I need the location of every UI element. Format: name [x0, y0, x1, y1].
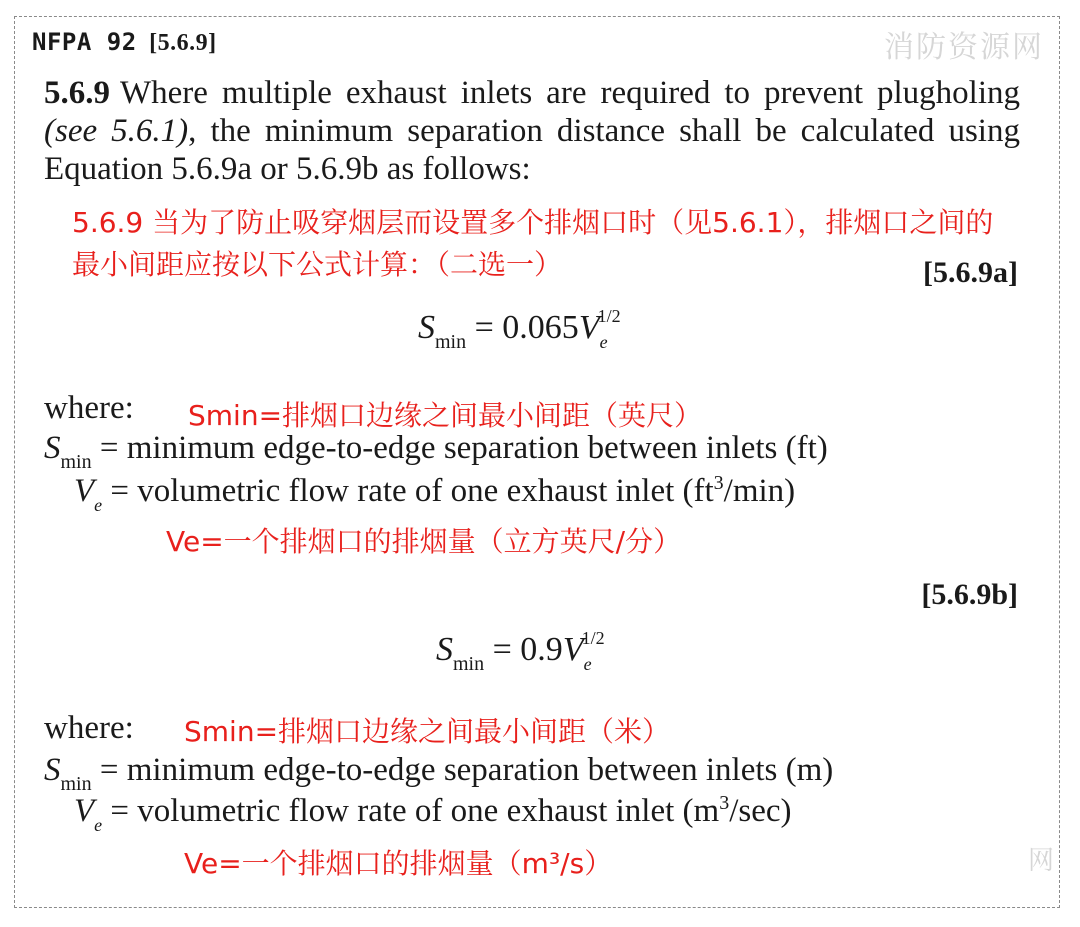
paragraph-text-a: Where multiple exhaust inlets are required to prevent plugholing: [120, 75, 1020, 111]
equation-a: [418, 306, 621, 354]
smin-definition-text: = minimum edge-to-edge separation between inlets (ft): [99, 430, 828, 466]
equation-b-label: [5.6.9b]: [921, 578, 1018, 611]
ve-symbol: V: [74, 473, 95, 509]
equation-b-coefficient: = 0.9: [492, 631, 563, 668]
equation-a-variable: V: [578, 309, 600, 346]
section-paragraph: [44, 74, 1020, 188]
where-a-smin-definition: [44, 430, 828, 474]
watermark-fragment: 网: [1027, 846, 1054, 876]
section-reference: [5.6.9]: [149, 30, 217, 56]
smin-definition-text: = minimum edge-to-edge separation between inlets (m): [99, 752, 834, 788]
where-b-smin-definition: [44, 752, 833, 796]
smin-subscript: min: [60, 451, 92, 473]
equation-a-lhs-subscript: min: [435, 331, 467, 353]
equation-a-label: [5.6.9a]: [923, 256, 1018, 289]
ve-definition-text: = volumetric flow rate of one exhaust inlet (m: [110, 793, 720, 829]
equation-a-coefficient: = 0.065: [474, 309, 579, 346]
where-a-smin-annotation: Smin=排烟口边缘之间最小间距（英尺）: [188, 399, 703, 432]
where-a-ve-annotation: Ve=一个排烟口的排烟量（立方英尺/分）: [166, 525, 682, 558]
where-a-ve-definition: [74, 472, 795, 516]
section-number: 5.6.9: [44, 75, 110, 111]
document-header: [32, 28, 217, 57]
ve-definition-unit-end: /min): [723, 473, 796, 509]
equation-b-lhs: S: [436, 631, 453, 668]
chinese-translation-main: 5.6.9 当为了防止吸穿烟层而设置多个排烟口时（见5.6.1），排烟口之间的最小间距应按以下公式计算：（二选一）: [72, 206, 994, 281]
equation-a-lhs: S: [418, 309, 435, 346]
ve-definition-unit-end: /sec): [729, 793, 792, 829]
ve-definition-text: = volumetric flow rate of one exhaust inlet (ft: [110, 473, 714, 509]
equation-b-variable: V: [562, 631, 584, 668]
where-b-ve-annotation: Ve=一个排烟口的排烟量（m³/s）: [184, 847, 613, 880]
paragraph-text-b: , the minimum separation distance shall be calculated using Equation 5.6.9a or 5.6.9b as follows:: [44, 113, 1020, 187]
where-b-ve-definition: [74, 792, 791, 836]
smin-symbol: S: [44, 752, 61, 788]
equation-b: [436, 628, 605, 676]
watermark: 消防资源网: [884, 30, 1044, 65]
equation-b-exponent: 1/2: [581, 628, 605, 648]
smin-symbol: S: [44, 430, 61, 466]
where-b-label: where:: [44, 710, 134, 746]
paragraph-see-reference: (see 5.6.1): [44, 113, 189, 149]
where-a-label: where:: [44, 390, 134, 426]
equation-a-variable-subscript: e: [599, 332, 608, 352]
smin-subscript: min: [60, 773, 92, 795]
ve-subscript: e: [94, 815, 103, 835]
ve-unit-exponent: 3: [713, 472, 724, 494]
equation-b-variable-subscript: e: [583, 654, 592, 674]
ve-unit-exponent: 3: [719, 792, 730, 814]
equation-b-lhs-subscript: min: [453, 653, 485, 675]
ve-symbol: V: [74, 793, 95, 829]
standard-code: NFPA 92: [32, 28, 137, 56]
where-b-smin-annotation: Smin=排烟口边缘之间最小间距（米）: [184, 715, 671, 748]
equation-a-exponent: 1/2: [597, 306, 621, 326]
ve-subscript: e: [94, 495, 103, 515]
